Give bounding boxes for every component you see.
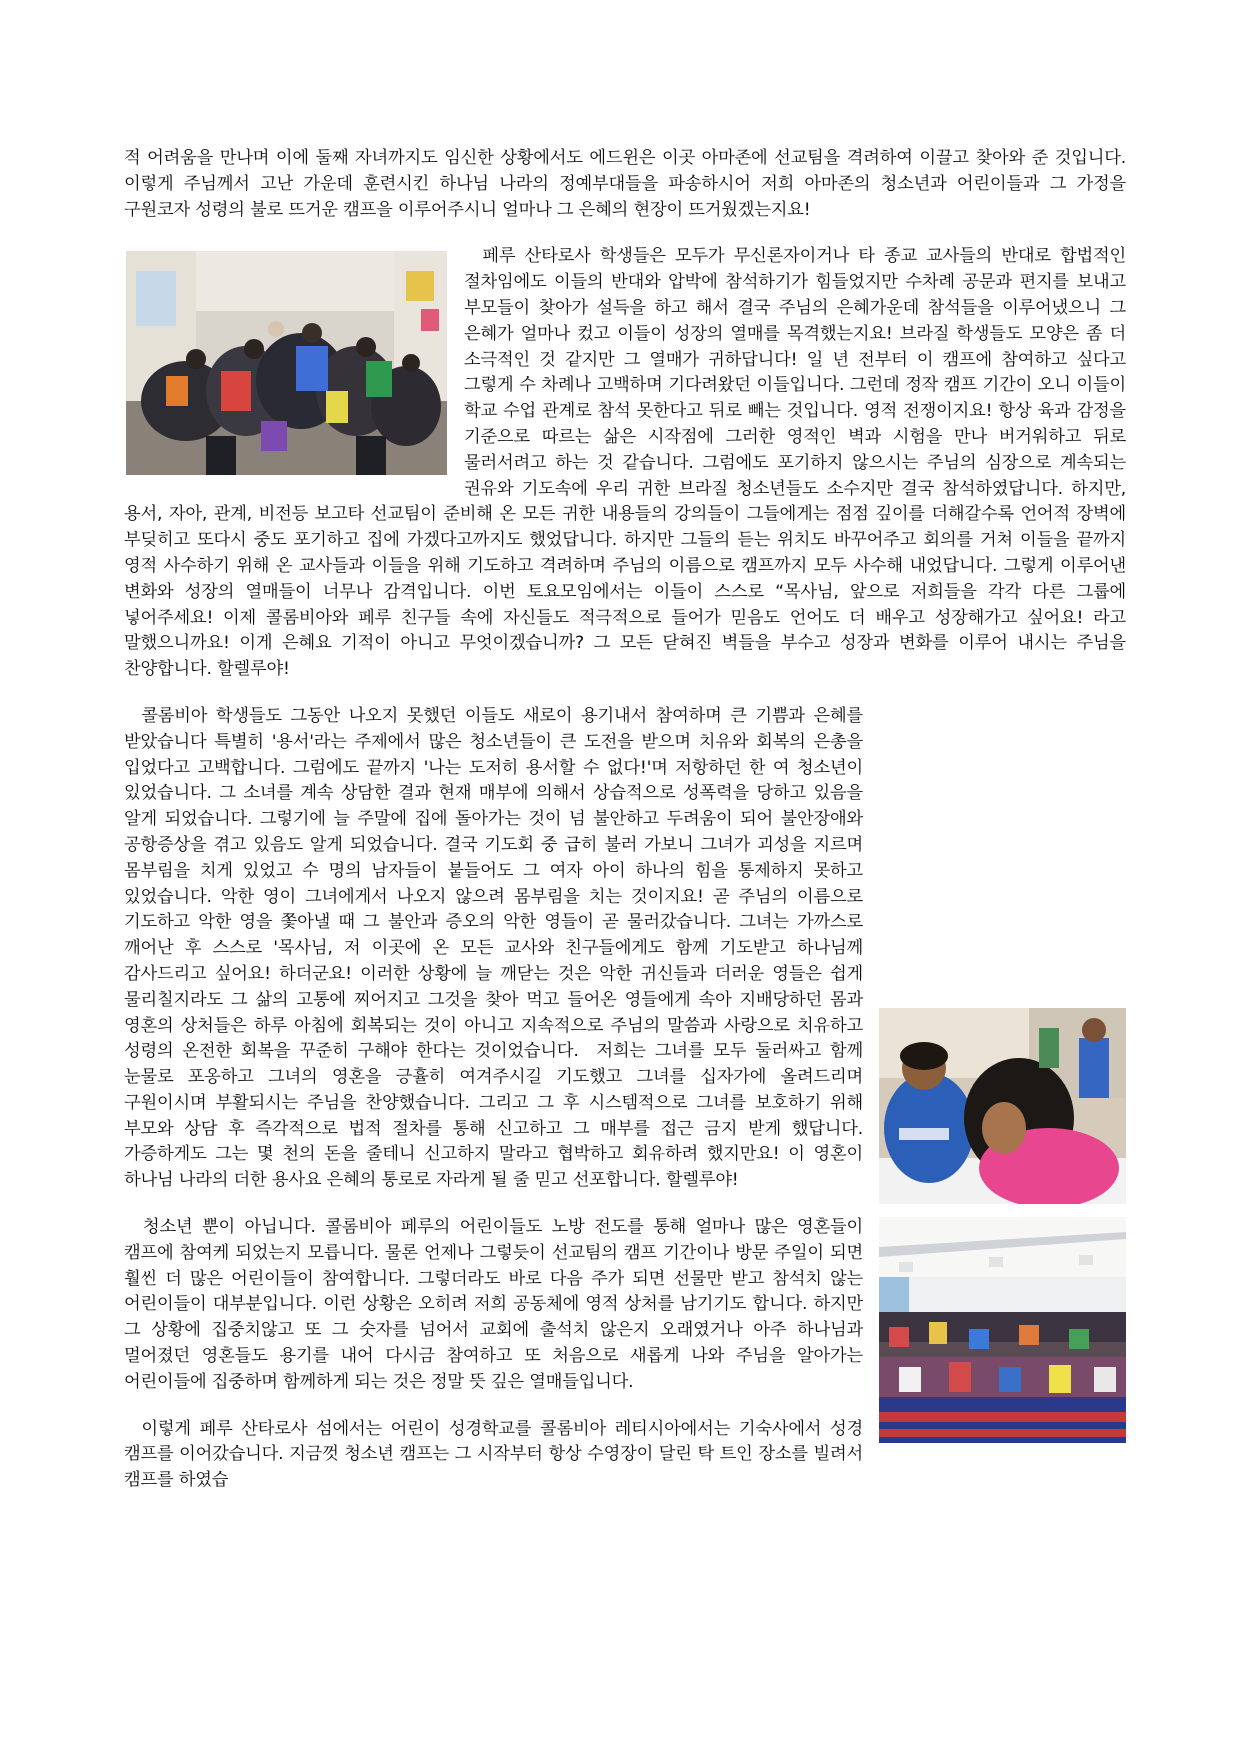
paragraph-1: 적 어려움을 만나며 이에 둘째 자녀까지도 임신한 상황에서도 에드윈은 이곳 아마존에 선교팀을 격려하여 이끌고 찾아와 준 것입니다. 이렇게 주님께서 고난 가운데 훈련시킨 하나님 나라의 정예부대들을 파송하시어 저희 아마존의 청소년과 어린이들과 그 가정을 구원코자 성령의 불로 뜨거운 캠프을 이루어주시니 얼마나 그 은혜의 현장이 뜨거웠겠는지요! [124,148,1126,220]
paragraph-3: 콜롬비아 학생들도 그동안 나오지 못했던 이들도 새로이 용기내서 참여하며 큰 기쁨과 은혜를 받았습니다 특별히 '용서'라는 주제에서 많은 청소년들이 큰 도전을 받으며 치유와 회복의 은총을 입었다고 고백합니다. 그럼에도 끝까지 '나는 도저히 용서할 수 없다!'며 저항하던 한 여 청소년이 있었습니다. 그 소녀를 계속 상담한 결과 현재 매부에 의해서 상습적으로 성폭력을 당하고 있음을 알게 되었습니다. 그렇기에 늘 주말에 집에 돌아가는 것이 넘 불안하고 두려움이 되어 불안장애와 공항증상을 겪고 있음도 알게 되었습니다. 결국 기도회 중 급히 불러 가보니 그녀가 괴성을 지르며 몸부림을 치게 있었고 수 명의 남자들이 붙들어도 그 여자 아이 하나의 힘을 통제하지 못하고 있었습니다. 악한 영이 그녀에게서 나오지 않으려 몸부림을 치는 것이지요! 곧 주님의 이름으로 기도하고 악한 영을 쫓아낼 때 그 불안과 증오의 악한 영들이 곧 물러갔습니다. 그녀는 가까스로 깨어난 후 스스로 '목사님, 저 이곳에 온 모든 교사와 친구들에게도 함께 기도받고 하나님께 감사드리고 싶어요! 하더군요! 이러한 상황에 늘 깨닫는 것은 악한 귀신들과 더러운 영들은 쉽게 물리칠지라도 그 삶의 고통에 찌어지고 그것을 찾아 먹고 들어온 영들에게 속아 지배당하던 몸과 영혼의 상처들은 하루 아침에 회복되는 것이 아니고 지속적으로 주님의 말씀과 사랑으로 치유하고 성령의 온전한 회복을 꾸준히 구해야 한다는 것이었습니다. 저희는 그녀를 모두 둘러싸고 함께 눈물로 포옹하고 그녀의 영혼을 긍휼히 여겨주시길 기도했고 그녀를 십자가에 올려드리며 구원이시며 부활되시는 주님을 찬양했습니다. 그리고 그 후 시스템적으로 그녀를 보호하기 위해 부모와 상담 후 즉각적으로 법적 절차를 통해 신고하고 그 매부를 접근 금지 받게 했답니다. 가증하게도 그는 몇 천의 돈을 줄테니 신고하지 말라고 협박하고 회유하려 했지만요! 이 영혼이 하나님 나라의 더한 용사요 은혜의 통로로 자라게 될 줄 믿고 선포합니다. 할렐루야! [124,705,863,1191]
document-page [124,146,1126,1494]
group-prayer-image [126,251,447,475]
embrace-image [879,1008,1126,1204]
photo-children-crowd [879,1217,1126,1443]
paragraph-gap [124,683,1126,704]
paragraph-2: 페루 산타로사 학생들은 모두가 무신론자이거나 타 종교 교사들의 반대로 합법적인 절차임에도 이들의 반대와 압박에 참석하기가 힘들었지만 수차례 공문과 편지를 보내고 부모들이 찾아가 설득을 하고 해서 결국 주님의 은혜가운데 참석들을 이루어냈으니 그 은혜가 얼마나 컸고 이들이 성장의 열매를 목격했는지요! 브라질 학생들도 모양은 좀 더 소극적인 것 같지만 그 열매가 귀하답니다! 일 년 전부터 이 캠프에 참여하고 싶다고 그렇게 수 차례나 고백하며 기다려왔던 이들입니다. 그런데 정작 캠프 기간이 오니 이들이 학교 수업 관계로 참석 못한다고 뒤로 빼는 것입니다. 영적 전쟁이지요! 항상 육과 감정을 기준으로 따르는 삶은 시작점에 그러한 영적인 벽과 시험을 만나 버거워하고 뒤로 물러서려고 하는 것 같습니다. 그럼에도 포기하지 않으시는 주님의 심장으로 계속되는 권유와 기도속에 우리 귀한 브라질 청소년들도 소수지만 결국 참석하였답니다. 하지만, 용서, 자아, 관계, 비전등 보고타 선교팀이 준비해 온 모든 귀한 내용들의 강의들이 그들에게는 점점 깊이를 더해갈수록 언어적 장벽에 부딪히고 또다시 중도 포기하고 집에 가겠다고까지도 했었답니다. 하지만 그들의 듣는 위치도 바꾸어주고 회의를 거쳐 이들을 끝까지 영적 사수하기 위해 온 교사들과 이들을 위해 기도하고 격려하며 주님의 이름으로 캠프까지 모두 사수해 내었답니다. 그렇게 이루어낸 변화와 성장의 열매들이 너무나 감격입니다. 이번 토요모임에서는 이들이 스스로 “목사님, 앞으로 저희들을 각각 다른 그룹에 넣어주세요! 이제 콜롬비아와 페루 친구들 속에 자신들도 적극적으로 들어가 믿음도 언어도 더 배우고 성장해가고 싶어요! 라고 말했으니까요! 이게 은혜요 기적이 아니고 무엇이겠습니까? 그 모든 닫혀진 벽들을 부수고 성장과 변화를 이루어 내시는 주님을 찬양합니다. 할렐루야! [124,246,1126,680]
paragraph-gap [124,223,1126,244]
paragraph-5: 이렇게 페루 산타로사 섬에서는 어린이 성경학교를 콜롬비아 레티시아에서는 기숙사에서 성경 캠프를 이어갔습니다. 지금껏 청소년 캠프는 그 시작부터 항상 수영장이 달린 탁 트인 장소를 빌려서 캠프를 하였습 [124,1418,863,1491]
paragraph-4: 청소년 뿐이 아닙니다. 콜롬비아 페루의 어린이들도 노방 전도를 통해 얼마나 많은 영혼들이 캠프에 참여케 되었는지 모릅니다. 물론 언제나 그렇듯이 선교팀의 캠프 기간이나 방문 주일이 되면 훨씬 더 많은 어린이들이 참여합니다. 그렇더라도 바로 다음 주가 되면 선물만 받고 참석치 않는 어린이들이 대부분입니다. 이런 상황은 오히려 저희 공동체에 영적 상처를 남기기도 합니다. 하지만 그 상황에 집중치않고 또 그 숫자를 넘어서 교회에 출석치 않은지 오래였거나 아주 하나님과 멀어졌던 영혼들도 용기를 내어 다시금 참여하고 또 처음으로 새롭게 나와 주님을 알아가는 어린이들에 집중하며 함께하게 되는 것은 정말 뜻 깊은 열매들입니다. [124,1217,863,1392]
photo-group-prayer [126,251,447,475]
photo-embrace [879,1008,1126,1204]
children-crowd-image [879,1217,1126,1443]
